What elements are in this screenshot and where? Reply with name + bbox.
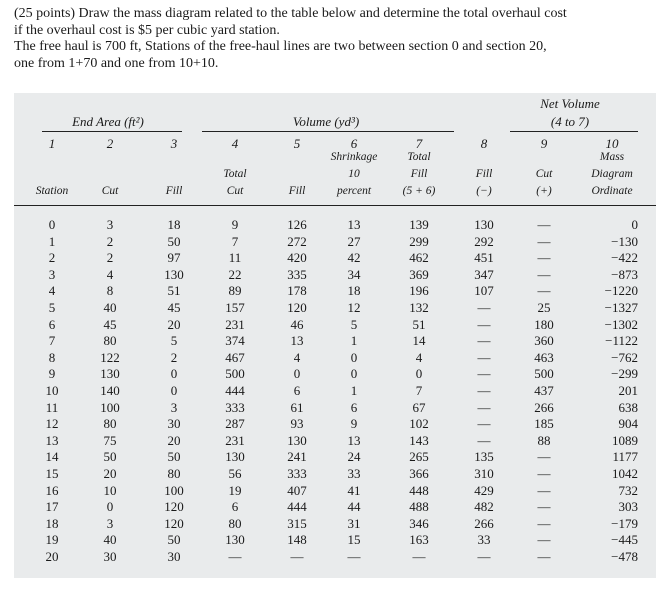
shrinkage-percent-label: percent [336, 185, 372, 197]
cell-station: 5 [48, 300, 56, 315]
cell-mass-ordinate: 0 [631, 217, 638, 232]
cell-total-cut: 333 [225, 399, 245, 415]
cell-fill-volume: 335 [287, 266, 307, 282]
cell-total-cut: 80 [228, 515, 242, 531]
cell-total-fill: 7 [415, 383, 423, 398]
cell-shrinkage: 41 [347, 482, 361, 498]
cell-net-cut: — [537, 482, 551, 498]
cell-cut-area: 8 [106, 283, 114, 299]
header-bottom-rule [14, 205, 656, 206]
col-number-7: 7 [415, 136, 423, 151]
col-number-9: 9 [540, 136, 548, 151]
problem-line-4: one from 1+70 and one from 10+10. [14, 55, 219, 71]
cell-cut-area: 40 [103, 300, 117, 315]
cell-mass-ordinate: −179 [611, 515, 638, 531]
cell-net-cut: — [537, 233, 551, 249]
cell-station: 20 [45, 549, 59, 564]
net-fill-sign: (−) [476, 185, 492, 197]
cell-total-cut: 11 [228, 250, 242, 266]
cell-net-fill: — [477, 549, 491, 564]
cell-station: 11 [45, 399, 59, 415]
cell-net-fill: 130 [474, 217, 494, 232]
cell-total-cut: 7 [231, 233, 239, 249]
cell-total-fill: 67 [412, 399, 426, 415]
volume-header: Volume (yd³) [292, 114, 360, 129]
cell-fill-area: 5 [170, 333, 178, 349]
cell-net-fill: — [477, 432, 491, 448]
cell-shrinkage: 13 [347, 432, 361, 448]
cell-total-cut: — [228, 549, 242, 564]
cell-net-fill: — [477, 416, 491, 432]
cell-shrinkage: — [347, 549, 361, 564]
cell-shrinkage: 5 [350, 316, 358, 332]
cell-net-fill: 107 [474, 283, 494, 299]
cell-shrinkage: 0 [350, 349, 358, 365]
cell-total-fill: 448 [409, 482, 429, 498]
col-number-8: 8 [480, 136, 488, 151]
cell-mass-ordinate: −762 [611, 349, 638, 365]
cell-net-cut: 463 [534, 349, 554, 365]
cell-total-cut: 467 [225, 349, 245, 365]
cell-total-fill: 369 [409, 266, 429, 282]
net-volume-rule [510, 131, 638, 132]
cell-net-fill: — [477, 316, 491, 332]
cell-net-cut: 437 [534, 383, 554, 398]
cell-mass-ordinate: 1089 [612, 432, 638, 448]
cell-fill-volume: 120 [287, 300, 307, 315]
total-cut-label-1: Total [223, 168, 247, 180]
cell-mass-ordinate: −873 [611, 266, 638, 282]
cell-total-cut: 231 [225, 316, 245, 332]
cell-net-fill: 310 [474, 466, 494, 481]
cell-station: 15 [45, 466, 59, 481]
cell-total-fill: 346 [409, 515, 429, 531]
cell-net-cut: 25 [537, 300, 551, 315]
cell-cut-area: 40 [103, 532, 117, 548]
cell-total-cut: 6 [231, 499, 239, 515]
cell-shrinkage: 33 [347, 466, 361, 481]
cell-net-cut: — [537, 250, 551, 266]
cell-net-cut: 360 [534, 333, 554, 349]
cell-station: 17 [45, 499, 59, 515]
col-number-5: 5 [293, 136, 301, 151]
cell-fill-volume: 126 [287, 217, 307, 232]
cell-total-fill: 14 [412, 333, 426, 349]
cell-fill-volume: 0 [293, 366, 301, 382]
cell-fill-volume: 6 [293, 383, 301, 398]
cell-total-fill: 132 [409, 300, 429, 315]
cell-net-fill: 347 [474, 266, 494, 282]
cell-shrinkage: 0 [350, 366, 358, 382]
cell-shrinkage: 44 [347, 499, 361, 515]
cell-station: 7 [48, 333, 56, 349]
cell-fill-area: 0 [170, 383, 178, 398]
cell-net-cut: — [537, 283, 551, 299]
mass-diagram-label: Diagram [591, 168, 633, 180]
cell-net-cut: — [537, 466, 551, 481]
cell-station: 4 [48, 283, 56, 299]
earthwork-table [14, 93, 656, 578]
cell-cut-area: 130 [100, 366, 120, 382]
cell-fill-area: 3 [170, 399, 178, 415]
cell-fill-volume: 93 [290, 416, 304, 432]
cell-total-fill: 462 [409, 250, 429, 266]
cell-total-fill: — [412, 549, 426, 564]
cell-net-fill: — [477, 300, 491, 315]
total-fill-label-1: Total [407, 151, 431, 163]
shrinkage-percent-value: 10 [348, 168, 360, 180]
cell-fill-area: 0 [170, 366, 178, 382]
cell-fill-volume: 315 [287, 515, 307, 531]
cell-total-cut: 287 [225, 416, 245, 432]
cell-net-fill: 266 [474, 515, 494, 531]
cell-net-cut: — [537, 449, 551, 465]
cell-station: 12 [45, 416, 59, 432]
cell-mass-ordinate: −130 [611, 233, 638, 249]
cell-fill-area: 50 [167, 233, 181, 249]
cell-total-cut: 231 [225, 432, 245, 448]
cell-station: 9 [48, 366, 56, 382]
cell-shrinkage: 9 [350, 416, 358, 432]
cell-mass-ordinate: −299 [611, 366, 638, 382]
total-fill-label-2: Fill [410, 168, 428, 180]
cell-shrinkage: 24 [347, 449, 361, 465]
cell-net-fill: 451 [474, 250, 494, 266]
cell-station: 13 [45, 432, 59, 448]
col-number-3: 3 [170, 136, 178, 151]
cell-shrinkage: 34 [347, 266, 361, 282]
shrinkage-label: Shrinkage [330, 151, 378, 163]
col-number-2: 2 [106, 136, 114, 151]
problem-line-3: The free haul is 700 ft, Stations of the free-haul lines are two between section 0 and section 20, [14, 39, 547, 54]
cell-total-fill: 163 [409, 532, 429, 548]
problem-statement [14, 6, 654, 72]
col-number-6: 6 [350, 136, 358, 151]
cell-net-fill: — [477, 383, 491, 398]
cell-total-cut: 500 [225, 366, 245, 382]
cell-mass-ordinate: −445 [611, 532, 638, 548]
cell-cut-area: 20 [103, 466, 117, 481]
cell-net-cut: 500 [534, 366, 554, 382]
cell-shrinkage: 13 [347, 217, 361, 232]
cell-cut-area: 50 [103, 449, 117, 465]
col-number-4: 4 [231, 136, 239, 151]
cell-fill-volume: 333 [287, 466, 307, 481]
cell-mass-ordinate: 904 [618, 416, 638, 432]
cell-mass-ordinate: −1302 [604, 316, 638, 332]
cell-total-fill: 51 [412, 316, 426, 332]
cell-fill-volume: 13 [290, 333, 304, 349]
cell-mass-ordinate: −1122 [605, 333, 638, 349]
cell-fill-volume: 130 [287, 432, 307, 448]
cell-cut-area: 3 [106, 217, 114, 232]
cell-mass-ordinate: 1042 [612, 466, 638, 481]
cell-mass-ordinate: −478 [611, 549, 638, 564]
cell-net-fill: 429 [474, 482, 494, 498]
cell-station: 14 [45, 449, 59, 465]
cell-fill-area: 97 [167, 250, 181, 266]
cell-station: 10 [45, 383, 59, 398]
cell-total-fill: 0 [415, 366, 423, 382]
cell-fill-volume: 420 [287, 250, 307, 266]
cell-net-cut: — [537, 549, 551, 564]
cell-mass-ordinate: 638 [618, 399, 638, 415]
cell-fill-area: 50 [167, 532, 181, 548]
cell-fill-volume: 148 [287, 532, 307, 548]
cell-station: 18 [45, 515, 59, 531]
net-volume-header: Net Volume [540, 96, 600, 111]
cell-fill-volume: 4 [293, 349, 301, 365]
mass-ordinate-label: Ordinate [591, 185, 633, 197]
fill-area-label: Fill [165, 185, 183, 197]
cell-cut-area: 75 [103, 432, 117, 448]
cell-total-fill: 366 [409, 466, 429, 481]
cell-net-fill: 292 [474, 233, 494, 249]
volume-rule [202, 131, 454, 132]
total-fill-label-3: (5 + 6) [402, 185, 436, 197]
cell-net-fill: 33 [477, 532, 491, 548]
cell-fill-area: 30 [167, 416, 181, 432]
cell-fill-volume: 272 [287, 233, 307, 249]
cell-cut-area: 140 [100, 383, 120, 398]
cell-net-cut: — [537, 515, 551, 531]
cell-mass-ordinate: 303 [618, 499, 638, 515]
cell-fill-area: 51 [167, 283, 181, 299]
cell-station: 6 [48, 316, 56, 332]
cell-station: 2 [48, 250, 56, 266]
end-area-rule [42, 131, 182, 132]
cell-net-cut: 88 [537, 432, 551, 448]
cell-cut-area: 10 [103, 482, 117, 498]
cell-shrinkage: 6 [350, 399, 358, 415]
fill-volume-label: Fill [288, 185, 306, 197]
cell-shrinkage: 42 [347, 250, 361, 266]
cell-total-fill: 488 [409, 499, 429, 515]
cell-cut-area: 2 [106, 233, 114, 249]
cell-net-fill: — [477, 349, 491, 365]
cell-cut-area: 80 [103, 416, 117, 432]
cell-cut-area: 122 [100, 349, 120, 365]
cell-fill-area: 20 [167, 432, 181, 448]
cell-mass-ordinate: 201 [618, 383, 638, 398]
cell-total-cut: 374 [225, 333, 245, 349]
end-area-header: End Area (ft²) [72, 114, 144, 129]
cell-net-cut: 185 [534, 416, 554, 432]
cell-net-fill: 135 [474, 449, 494, 465]
problem-line-1: (25 points) Draw the mass diagram related to the table below and determine the total overhaul cost [14, 6, 567, 21]
cell-cut-area: 100 [100, 399, 120, 415]
cell-total-fill: 196 [409, 283, 429, 299]
col-number-10: 10 [605, 136, 619, 151]
cell-total-fill: 102 [409, 416, 429, 432]
cell-station: 1 [48, 233, 56, 249]
mass-label: Mass [599, 151, 625, 163]
cell-station: 16 [45, 482, 59, 498]
cell-total-cut: 444 [225, 383, 245, 398]
cell-fill-volume: 61 [290, 399, 304, 415]
cell-mass-ordinate: 1177 [612, 449, 638, 465]
cell-fill-area: 2 [170, 349, 178, 365]
cell-net-cut: 266 [534, 399, 554, 415]
cell-fill-area: 100 [164, 482, 184, 498]
cell-total-cut: 9 [231, 217, 239, 232]
cell-total-cut: 157 [225, 300, 245, 315]
cell-fill-area: 120 [164, 515, 184, 531]
cell-shrinkage: 1 [350, 383, 358, 398]
cell-total-cut: 56 [228, 466, 242, 481]
cell-fill-area: 18 [167, 217, 181, 232]
cell-net-cut: — [537, 532, 551, 548]
cell-station: 8 [48, 349, 56, 365]
cell-station: 3 [48, 266, 56, 282]
cell-station: 0 [48, 217, 56, 232]
cell-total-fill: 4 [415, 349, 423, 365]
net-cut-label: Cut [535, 168, 553, 180]
cell-cut-area: 2 [106, 250, 114, 266]
cell-fill-area: 50 [167, 449, 181, 465]
net-cut-sign: (+) [536, 185, 552, 197]
cell-shrinkage: 15 [347, 532, 361, 548]
cell-fill-area: 80 [167, 466, 181, 481]
cell-fill-volume: 178 [287, 283, 307, 299]
cell-net-cut: — [537, 266, 551, 282]
cell-fill-volume: — [290, 549, 304, 564]
net-volume-range: (4 to 7) [550, 114, 590, 129]
cell-fill-volume: 241 [287, 449, 307, 465]
cell-mass-ordinate: 732 [618, 482, 638, 498]
cell-total-cut: 19 [228, 482, 242, 498]
cell-fill-area: 130 [164, 266, 184, 282]
station-label: Station [35, 185, 69, 197]
cell-shrinkage: 1 [350, 333, 358, 349]
cut-area-label: Cut [101, 185, 119, 197]
cell-net-fill: 482 [474, 499, 494, 515]
cell-shrinkage: 12 [347, 300, 361, 315]
cell-total-cut: 130 [225, 449, 245, 465]
cell-net-fill: — [477, 333, 491, 349]
total-cut-label-2: Cut [226, 185, 244, 197]
net-fill-label: Fill [475, 168, 493, 180]
cell-net-cut: 180 [534, 316, 554, 332]
cell-cut-area: 4 [106, 266, 114, 282]
cell-fill-area: 30 [167, 549, 181, 564]
cell-fill-volume: 407 [287, 482, 307, 498]
cell-fill-area: 45 [167, 300, 181, 315]
cell-cut-area: 45 [103, 316, 117, 332]
cell-cut-area: 3 [106, 515, 114, 531]
cell-fill-volume: 46 [290, 316, 304, 332]
cell-fill-area: 120 [164, 499, 184, 515]
cell-fill-area: 20 [167, 316, 181, 332]
cell-total-fill: 139 [409, 217, 429, 232]
cell-total-cut: 22 [228, 266, 242, 282]
cell-mass-ordinate: −1327 [604, 300, 638, 315]
cell-net-cut: — [537, 217, 551, 232]
problem-line-2: if the overhaul cost is $5 per cubic yard station. [14, 22, 280, 38]
cell-shrinkage: 27 [347, 233, 361, 249]
cell-total-cut: 89 [228, 283, 242, 299]
col-number-1: 1 [48, 136, 56, 151]
cell-fill-volume: 444 [287, 499, 307, 515]
cell-cut-area: 80 [103, 333, 117, 349]
cell-shrinkage: 18 [347, 283, 361, 299]
cell-station: 19 [45, 532, 59, 548]
cell-total-fill: 143 [409, 432, 429, 448]
cell-mass-ordinate: −1220 [604, 283, 638, 299]
cell-shrinkage: 31 [347, 515, 361, 531]
cell-mass-ordinate: −422 [611, 250, 638, 266]
cell-net-cut: — [537, 499, 551, 515]
cell-net-fill: — [477, 399, 491, 415]
cell-total-fill: 265 [409, 449, 429, 465]
cell-net-fill: — [477, 366, 491, 382]
cell-total-fill: 299 [409, 233, 429, 249]
cell-cut-area: 0 [106, 499, 114, 515]
cell-total-cut: 130 [225, 532, 245, 548]
cell-cut-area: 30 [103, 549, 117, 564]
